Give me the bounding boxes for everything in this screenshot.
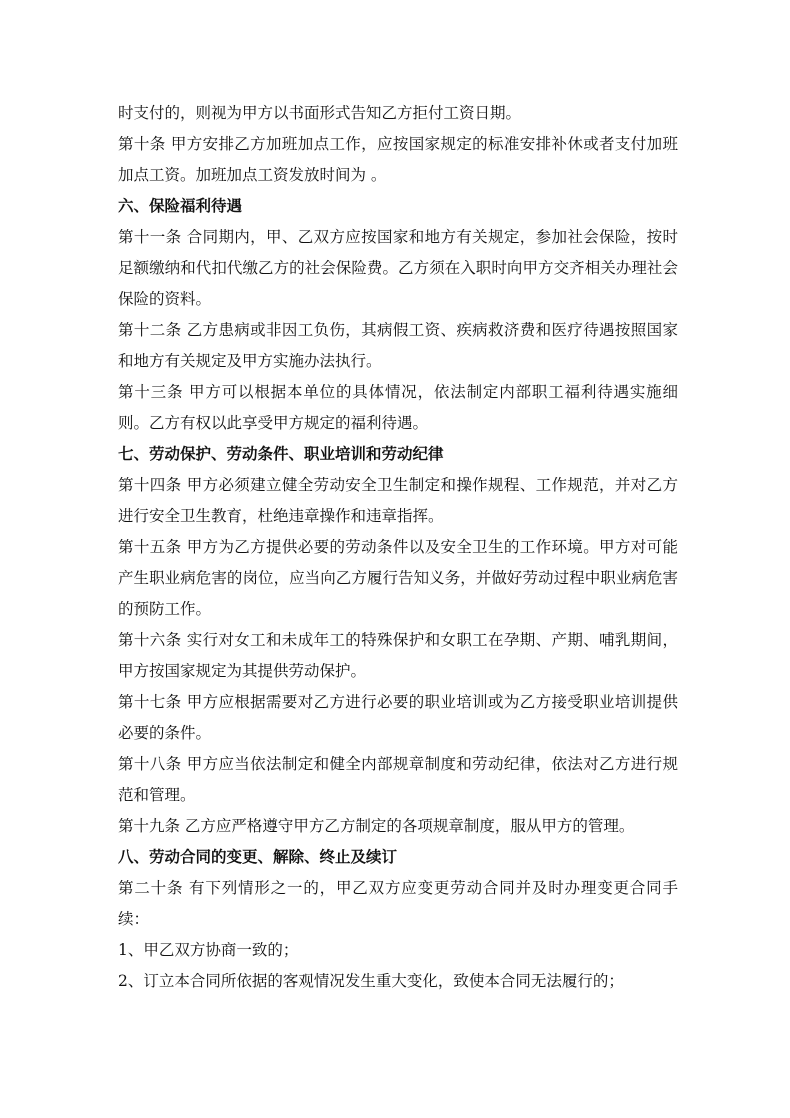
section-heading-labor-protection: 七、劳动保护、劳动条件、职业培训和劳动纪律: [118, 445, 444, 463]
article-17: 第十七条 甲方应根据需要对乙方进行必要的职业培训或为乙方接受职业培训提供必要的条件。: [118, 693, 678, 742]
article-14: 第十四条 甲方必须建立健全劳动安全卫生制定和操作规程、工作规范，并对乙方进行安全卫生教育，杜绝违章操作和违章指挥。: [118, 476, 678, 525]
article-12: 第十二条 乙方患病或非因工负伤，其病假工资、疾病救济费和医疗待遇按照国家和地方有关规定及甲方实施办法执行。: [118, 321, 678, 370]
paragraph-continuation: 时支付的，则视为甲方以书面形式告知乙方拒付工资日期。: [118, 104, 522, 122]
section-heading-insurance-welfare: 六、保险福利待遇: [118, 197, 243, 215]
article-10: 第十条 甲方安排乙方加班加点工作，应按国家规定的标准安排补休或者支付加班加点工资。加班加点工资发放时间为 。: [118, 135, 678, 184]
article-20: 第二十条 有下列情形之一的，甲乙双方应变更劳动合同并及时办理变更合同手续：: [118, 879, 678, 928]
article-16: 第十六条 实行对女工和未成年工的特殊保护和女职工在孕期、产期、哺乳期间，甲方按国家规定为其提供劳动保护。: [118, 631, 678, 680]
article-11: 第十一条 合同期内，甲、乙双方应按国家和地方有关规定，参加社会保险，按时足额缴纳和代扣代缴乙方的社会保险费。乙方须在入职时向甲方交齐相关办理社会保险的资料。: [118, 228, 678, 308]
article-18: 第十八条 甲方应当依法制定和健全内部规章制度和劳动纪律，依法对乙方进行规范和管理。: [118, 755, 678, 804]
article-13: 第十三条 甲方可以根据本单位的具体情况，依法制定内部职工福利待遇实施细则。乙方有权以此享受甲方规定的福利待遇。: [118, 383, 678, 432]
list-item-1: 1、甲乙双方协商一致的；: [118, 941, 299, 959]
document-body: [118, 98, 678, 997]
article-19: 第十九条 乙方应严格遵守甲方乙方制定的各项规章制度，服从甲方的管理。: [118, 817, 635, 835]
list-item-2: 2、订立本合同所依据的客观情况发生重大变化，致使本合同无法履行的；: [118, 972, 624, 990]
article-15: 第十五条 甲方为乙方提供必要的劳动条件以及安全卫生的工作环境。甲方对可能产生职业病危害的岗位，应当向乙方履行告知义务，并做好劳动过程中职业病危害的预防工作。: [118, 538, 678, 618]
section-heading-contract-changes: 八、劳动合同的变更、解除、终止及续订: [118, 848, 398, 866]
